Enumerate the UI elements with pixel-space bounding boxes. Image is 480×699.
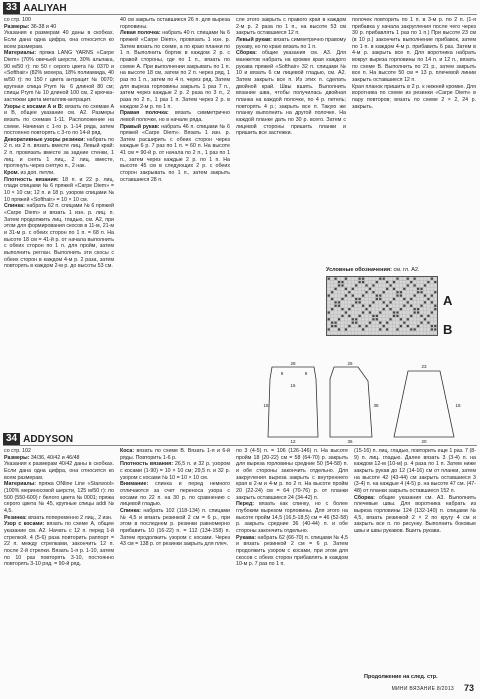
- paragraph: [354, 448, 476, 495]
- chart-cell: [338, 305, 340, 307]
- chart-cell: [331, 308, 333, 310]
- paragraph: [4, 17, 114, 24]
- chart-cell: [396, 315, 398, 317]
- chart-cell: [362, 311, 364, 313]
- model-header: [3, 2, 477, 15]
- chart-cell: [410, 281, 412, 283]
- paragraph-text: набрать 46 п. спицами № 6 пряжей «Carpe Diem». Вязать 1 изн. р. Затем расширить с обеих сторон через каждые 6 р. 7 раз по 1 п. = 60 п. На высоте 41 см = 90-й р. от начала по 2 п., 1 раз по 1 п., затем через каждые 2 р. по 1 п. На высоте 45 см в следующих 2 р. с обеих сторон закрывать по 1 п., затем закрыть оставшиеся 28 п.: [120, 123, 230, 183]
- paragraph: [236, 535, 348, 568]
- chart-cell: [407, 325, 409, 327]
- paragraph-text: 18 п. и 22 р. лиц. глади спицами № 6 пряжей «Carpe Diem» = 10 × 10 см; 12 п. и 18 р. узором спицами № 10 пряжей «Softhair» = 10 × 10 см.: [4, 176, 114, 203]
- chart-cell: [369, 322, 371, 324]
- chart-cell: [348, 315, 350, 317]
- chart-cell: [359, 325, 361, 327]
- paragraph: [120, 124, 230, 184]
- paragraph-heading: Левый рукав:: [236, 36, 272, 43]
- paragraph-text: вязать как спинку, но с более глубоким вырезом горловины. Для этого на высоте пройм 14,5 (16,5-18,5) см = 46 (52-58) р. закрыть средние 36 (40-44) п. и обе стороны закончить отдельно.: [236, 501, 348, 534]
- magazine-brand: МИНИ ВЯЗАНИЕ 8/2013: [391, 686, 454, 692]
- chart-cell: [410, 298, 412, 300]
- chart-cell: [417, 288, 419, 290]
- legend-title: Условные обозначения: см. гл. А2.: [326, 267, 420, 273]
- paragraph-text: вязать по схемам А и В, общее указание см. А2. Размеры вязать по схемам 1-11. Расположение на схеме. Начиная с 1-го р. 1-14 ряда, затем постоянно повторять с 3-го по 14-й ряд.: [4, 103, 114, 137]
- schematic-measurement: 23: [421, 364, 427, 369]
- paragraph-text: 34/36, 40/42 и 46/48: [29, 454, 80, 461]
- chart-cell: [345, 294, 347, 296]
- chart-cell: [359, 298, 361, 300]
- chart-cell: [431, 325, 433, 327]
- paragraph: [4, 203, 114, 270]
- model-number: 33: [3, 2, 20, 14]
- paragraph: [4, 30, 114, 50]
- paragraph-text: со стр. 100: [4, 17, 31, 23]
- paragraph: [120, 30, 230, 110]
- chart-cell: [420, 322, 422, 324]
- chart-cell: [345, 311, 347, 313]
- chart-cell: [414, 294, 416, 296]
- chart-cell: [396, 291, 398, 293]
- chart-cell: [328, 318, 330, 320]
- paragraph-text: 40 см закрыть оставшиеся 26 п. для выреза горловины.: [120, 17, 230, 30]
- paragraph: [4, 104, 114, 137]
- chart-cell: [420, 288, 422, 290]
- chart-cell: [407, 301, 409, 303]
- chart-cell: [376, 318, 378, 320]
- chart-cell: [365, 325, 367, 327]
- chart-cell: [341, 315, 343, 317]
- schematic-measurement: 25: [347, 361, 353, 366]
- chart-cell: [424, 284, 426, 286]
- paragraph: [4, 170, 114, 177]
- chart-cell: [386, 288, 388, 290]
- chart-cell: [341, 281, 343, 283]
- chart-cell: [396, 311, 398, 313]
- paragraph-heading: Узор с косами:: [4, 521, 45, 528]
- chart-cell: [400, 308, 402, 310]
- paragraph: [236, 37, 346, 50]
- chart-cell: [420, 315, 422, 317]
- chart-cell: [420, 305, 422, 307]
- paragraph: [236, 501, 348, 534]
- chart-cell: [417, 308, 419, 310]
- chart-cell: [414, 284, 416, 286]
- chart-cell: [345, 288, 347, 290]
- chart-cell: [365, 291, 367, 293]
- paragraph-text: по 3 (4-5) п. = 106 (126-146) п. На высоте пройм 18 (20-22) см = 58 (64-70) р. закрыть для выреза горловины средние 50 (54-58) п. и обе стороны закончить отдельно. Для закругления выреза закрыть с внутреннего края в 2-м и 4-м р. по 2 п. На высоте пройм 20 (22-24) см = 64 (70-76) р. от планки закрыть оставшиеся 24 (34-42) п.: [236, 448, 348, 501]
- knitting-chart: [326, 276, 438, 336]
- chart-cell: [400, 325, 402, 327]
- paragraph-text: пряжа LANG YARNS «Carpe Diem» (70% овечьей шерсти, 30% альпака, 90 м/50 г): по 50 г серого цвета № 0370 и «Softhair» (82% мохера, 18% полиамида, 40 м/50 г): по 150 г цвета антрацит № 0070; крупная спица Prym № 6 длиной 80 см; спицы Prym № 10 длиной 100 см, 2 крючка-застежки цвета металлик-антрацит.: [4, 50, 114, 103]
- paragraph-text: вязать симметрично левой полочке, но в начале ряда.: [120, 110, 230, 123]
- paragraph-heading: Рукава:: [236, 534, 256, 541]
- chart-cell: [427, 322, 429, 324]
- chart-cell: [389, 284, 391, 286]
- schematic-measurement: 20: [421, 439, 427, 444]
- chart-cell: [386, 322, 388, 324]
- paragraph-heading: Внимание:: [120, 481, 149, 488]
- chart-cell: [334, 278, 336, 280]
- chart-cell: [334, 288, 336, 290]
- chart-cell: [376, 298, 378, 300]
- paragraph: [120, 461, 230, 481]
- schematic-measurement: 18: [263, 403, 269, 408]
- chart-cell: [434, 328, 436, 330]
- chart-cell: [341, 284, 343, 286]
- paragraph-text: вязать по схеме А, общее указание см. А2. Начать с 12 п. перед 1-й стрелкой. 4 (5-6) раза повторить раппорт = 22 п. между стрелками, закончить 12 п. после 2-й стрелки. Вязать 1-я р. 1-10, затем по 10 раз повторять 3-10, постоянно повторять 3-10 ряд. = 90-й ряд.: [4, 521, 114, 568]
- chart-cell: [341, 308, 343, 310]
- chart-cell: [334, 325, 336, 327]
- text-column: [4, 17, 114, 417]
- paragraph-heading: Кром.: [4, 170, 20, 177]
- paragraph: [352, 17, 476, 84]
- schematic-front: [330, 367, 372, 437]
- chart-cell: [383, 291, 385, 293]
- chart-cell: [331, 325, 333, 327]
- chart-cell: [383, 301, 385, 303]
- paragraph-text: сле этого закрыть с правого края в каждом 2-м р. 2 раза по 1 п., на высоте 53 см закрыть оставшиеся 12 п.: [236, 17, 346, 37]
- chart-cell: [372, 315, 374, 317]
- schematic-measurement: 28: [290, 361, 296, 366]
- chart-cell: [434, 305, 436, 307]
- chart-cell: [334, 301, 336, 303]
- chart-cell: [345, 278, 347, 280]
- chart-cell: [372, 301, 374, 303]
- chart-cell: [400, 318, 402, 320]
- chart-cell: [331, 298, 333, 300]
- paragraph-heading: Размеры:: [4, 23, 30, 30]
- paragraph-text: набрать 62 (66-70) п. спицами № 4,5 и вязать резинкой 2 см = 6 р. Затем продолжить узором с косами, при этом для скосов с обеих сторон прибавлять в каждом 10-м р. 7 раз по 1 п.: [236, 534, 348, 568]
- chart-cell: [369, 305, 371, 307]
- chart-cell: [400, 291, 402, 293]
- paragraph-heading: Перед:: [236, 501, 255, 508]
- chart-cell: [348, 325, 350, 327]
- model-name: AALIYAH: [23, 2, 67, 14]
- paragraph-text: вязать по схеме В. Вязать 1-я и 6-й ряды. Повторить 1-6 р.: [120, 448, 230, 461]
- chart-cell: [383, 308, 385, 310]
- paragraph-heading: Плотность вязания:: [4, 176, 59, 183]
- continued-note: Продолжение на след. стр.: [364, 674, 438, 680]
- paragraph: [236, 17, 346, 37]
- paragraph-text: (15-16) п. лиц. гладью, повторить еще 1 раз. 7 (8-9) п. лиц. гладью. Далее вязать 3 (3-4) п. на каждом 12-м (10-м) р. 4 раза по 1 п. Затем ниже закрыть рукав до 12 (14-16) см от планки, затем на высоте 42 (43-44) см закрыть оставшиеся 3 (3-4) п. на каждые 4 (4-5) р. на высоте 47 см. (47-48) от планки закрыть оставшиеся 152 п.: [354, 448, 476, 494]
- chart-cell: [424, 318, 426, 320]
- chart-cell: [362, 305, 364, 307]
- chart-cell: [365, 284, 367, 286]
- chart-cell: [379, 294, 381, 296]
- schematic-measurement: 9: [280, 371, 284, 376]
- chart-cell: [369, 288, 371, 290]
- paragraph: [120, 110, 230, 123]
- paragraph: [4, 177, 114, 204]
- paragraph: [4, 448, 114, 455]
- chart-cell: [400, 294, 402, 296]
- paragraph-text: общие указания см. А3. Выполнить плечевые швы. Для воротника набрать из выреза горловины 124 (132-140) п. спицами № 4,5, вязать резинкой 2 × 2 по кругу 4 см и закрыть все п. по рисунку. Выполнить боковые швы и швы рукавов. Вшить рукава.: [354, 494, 476, 534]
- paragraph-text: Указания к размерам 40 даны в скобках. Если дана одна цифра, она относится ко всем размерам.: [4, 30, 114, 50]
- chart-cell: [393, 311, 395, 313]
- paragraph-text: набрать 40 п. спицами № 6 пряжей «Carpe Diem», провязать 1 изн. р. Затем вязать по схеме, а по краю планки по 1 п. Выполнить бортик в каждом 2 р. с правой стороны, где по 1 п., вязать по схеме А. При выполнении закрывать по 1 п. на высоте 18 см, затем по 2 п. через ряд, 1 раз по 1 п., затем по 4 п. через ряд. Затем для выреза горловины закрыть 1 раз 7 п., затем через каждые 2 р. 2 раза по 3 п., 2 раза по 2 п., 1 раз 1 п. Затем через 2 р. в каждом 2-м р. по 1 п.: [120, 30, 230, 110]
- chart-cell: [414, 328, 416, 330]
- chart-cell: [352, 322, 354, 324]
- chart-cell: [331, 322, 333, 324]
- chart-cell: [338, 328, 340, 330]
- model-header: [3, 433, 477, 446]
- chart-cell: [359, 281, 361, 283]
- chart-cell: [383, 325, 385, 327]
- paragraph-heading: Коса:: [120, 448, 135, 454]
- chart-cell: [414, 278, 416, 280]
- chart-cell: [372, 291, 374, 293]
- paragraph-heading: Сборка:: [236, 50, 257, 57]
- chart-cell: [359, 315, 361, 317]
- paragraph: [236, 448, 348, 501]
- paragraph-text: 36-38 и 40: [29, 23, 57, 30]
- chart-cell: [334, 305, 336, 307]
- paragraph: [4, 455, 114, 462]
- paragraph-text: набрать по 2 п. из 2 п. вязать вместе лиц. Левый край: 2 п. провязать вместе за задние стенки, 1 лиц. и снять 1 лиц., 2 лиц. вместе, протянуть через снятую п., 2 нак.: [4, 136, 114, 170]
- paragraph-text: 26,5 п. и 32 р. узором с косами (1-90) = 10 × 10 см; 29,5 п. и 32 р. узором с косами № 10 = 10 × 10 см.: [120, 461, 230, 481]
- chart-cell: [389, 318, 391, 320]
- chart-cell: [410, 315, 412, 317]
- paragraph-text: спинка и перед немного отличаются за счет переноса узора с косами по 22 п. на 30 р. по сравнению с лицевой гладью.: [120, 481, 230, 508]
- chart-cell: [355, 301, 357, 303]
- model-name: ADDYSON: [23, 433, 74, 445]
- paragraph: [352, 84, 476, 111]
- paragraph: [354, 495, 476, 535]
- chart-cell: [359, 278, 361, 280]
- chart-cell: [341, 298, 343, 300]
- chart-cell: [427, 281, 429, 283]
- paragraph: [120, 508, 230, 548]
- model-number: 34: [3, 433, 20, 445]
- chart-cell: [362, 278, 364, 280]
- chart-cell: [410, 305, 412, 307]
- schematic-measurement: 16: [290, 383, 296, 388]
- chart-cell: [396, 328, 398, 330]
- paragraph: [4, 521, 114, 568]
- chart-cell: [379, 322, 381, 324]
- schematic-measurement: 12: [290, 439, 296, 444]
- chart-cell: [355, 298, 357, 300]
- page-number: 73: [463, 683, 474, 693]
- chart-cell: [352, 318, 354, 320]
- text-column: [236, 448, 348, 680]
- chart-cell: [383, 278, 385, 280]
- chart-cell: [386, 305, 388, 307]
- paragraph: [4, 24, 114, 31]
- chart-cell: [328, 278, 330, 280]
- paragraph: [4, 461, 114, 481]
- chart-cell: [410, 328, 412, 330]
- chart-cell: [338, 281, 340, 283]
- chart-cell: [417, 325, 419, 327]
- chart-cell: [379, 278, 381, 280]
- chart-cell: [434, 325, 436, 327]
- text-column: [352, 17, 476, 262]
- paragraph: [4, 137, 114, 170]
- paragraph-text: из доп. петли.: [19, 170, 55, 177]
- chart-cell: [393, 298, 395, 300]
- chart-cell: [348, 308, 350, 310]
- chart-cell: [362, 281, 364, 283]
- chart-cell: [431, 301, 433, 303]
- schematic-measurement: 9: [304, 371, 308, 376]
- paragraph-heading: Размеры:: [4, 454, 30, 461]
- chart-cell: [359, 301, 361, 303]
- paragraph: [120, 17, 230, 30]
- paragraph-heading: Узоры с косами А и В:: [4, 103, 64, 110]
- chart-cell: [393, 288, 395, 290]
- schematic-sleeve: [394, 371, 454, 437]
- chart-letter-b: B: [443, 322, 453, 337]
- chart-cell: [417, 291, 419, 293]
- chart-cell: [431, 278, 433, 280]
- chart-cell: [389, 308, 391, 310]
- chart-cell: [424, 294, 426, 296]
- chart-cell: [355, 284, 357, 286]
- paragraph-text: набрать 62 п. спицами № 6 пряжей «Carpe Diem» и вязать 1 изн. р. лиц. п. Затем продолжить лиц. гладью, см. А2, при этом для формирования скосов в 11-м, 21-м и 31-м р. с обеих сторон по 1 п. = 68 п. На высоте 18 см = 41-й р. от начала выполнить с обеих сторон по 1 п. для пройм, затем выполнить реглан. Выполнить эти скосы с обеих сторон в каждом 4-м р. 2 раза, затем повторять в каждом 2-м р. до высоты 53 см.: [4, 203, 114, 270]
- chart-cell: [352, 288, 354, 290]
- chart-cell: [420, 291, 422, 293]
- chart-cell: [376, 315, 378, 317]
- paragraph-text: пряжа ONline Line «Starwool» (100% мериносовой шерсти, 125 м/50 г): по 500 (550-600) г белого цвета № 0001; пряжа серого цвета № 45, крупные спицы addi № 4,5.: [4, 481, 114, 514]
- paragraph-heading: Материалы:: [4, 50, 37, 57]
- chart-cell: [389, 301, 391, 303]
- paragraph: [236, 50, 346, 137]
- chart-cell: [427, 315, 429, 317]
- chart-cell: [407, 278, 409, 280]
- paragraph-text: общие указания см. А3. Для манжетов набрать на кромке края каждого рукава пряжей «Softhair» 32 п. спицами № 10 и вязать 6 см лицевой гладью, см. А2. Затем закрыть все п. Из этих п. сделать двойной край. Швы вшить. Выполнить вязание шва, чтобы получилась двойная планка на каждой полочке, по 4 р. петель; повторять 4 р.; закрыть все п. Такую же планку выполнить на другой полочке. На каждой планке дать по 30 р. всего. Затем с лицевой стороны пришить планки и пришить все застежки.: [236, 50, 346, 137]
- schematic-measurement: 38: [373, 403, 379, 408]
- chart-cell: [369, 311, 371, 313]
- chart-cell: [407, 284, 409, 286]
- chart-cell: [328, 294, 330, 296]
- chart-cell: [328, 311, 330, 313]
- chart-cell: [393, 281, 395, 283]
- chart-cell: [352, 294, 354, 296]
- chart-cell: [331, 291, 333, 293]
- schematic-measurement: 18: [455, 403, 461, 408]
- chart-cell: [434, 281, 436, 283]
- chart-cell: [338, 318, 340, 320]
- paragraph-heading: Спинка:: [4, 203, 25, 210]
- chart-cell: [386, 281, 388, 283]
- chart-cell: [417, 311, 419, 313]
- chart-cell: [355, 322, 357, 324]
- chart-cell: [328, 328, 330, 330]
- chart-cell: [396, 278, 398, 280]
- schematic-back: [268, 367, 318, 437]
- paragraph: [120, 448, 230, 461]
- chart-cell: [414, 311, 416, 313]
- text-column: [4, 448, 114, 680]
- text-column: [120, 448, 230, 680]
- paragraph-heading: Резинка:: [4, 514, 27, 521]
- chart-cell: [365, 308, 367, 310]
- chart-cell: [372, 318, 374, 320]
- paragraph-heading: Левая полочка:: [120, 30, 161, 37]
- paragraph-text: Края планок пришить в 2 р. к нижней кромке. Для воротника по схеме из резинки «Carpe Diem» в пару повторов; вязать по схеме 2 × 2, 24 р. закрыть.: [352, 83, 476, 110]
- paragraph-text: вязать симметрично правому рукаву, но по краю вязать по 1 п.: [236, 36, 346, 50]
- paragraph-heading: Спинка:: [120, 507, 141, 514]
- chart-cell: [434, 308, 436, 310]
- paragraph-heading: Сборка:: [354, 494, 375, 501]
- chart-cell: [352, 305, 354, 307]
- chart-cell: [431, 294, 433, 296]
- paragraph: [4, 50, 114, 103]
- text-column: [120, 17, 230, 417]
- chart-cell: [431, 311, 433, 313]
- chart-cell: [379, 328, 381, 330]
- chart-cell: [386, 328, 388, 330]
- chart-cell: [376, 294, 378, 296]
- chart-cell: [396, 294, 398, 296]
- paragraph-text: Указания к размерам 40/42 даны в скобках. Если дана одна цифра, она относится ко всем размерам.: [4, 461, 114, 481]
- paragraph-heading: Декоративные узоры резинки:: [4, 136, 86, 143]
- chart-cell: [403, 305, 405, 307]
- chart-cell: [362, 328, 364, 330]
- chart-cell: [403, 298, 405, 300]
- chart-cell: [338, 301, 340, 303]
- chart-cell: [393, 315, 395, 317]
- chart-cell: [345, 328, 347, 330]
- paragraph-text: вязать попеременно 2 лиц., 2 изн.: [26, 514, 113, 521]
- chart-cell: [427, 298, 429, 300]
- chart-cell: [379, 298, 381, 300]
- chart-cell: [348, 291, 350, 293]
- paragraph-text: набрать 102 (118-134) п. спицами № 4,5 и вязать резинкой 2 см = 6 р., при этом в последнем р. резинки равномерно прибавить 10 (16-22) п. = 112 (134-158) п. Затем продолжить узором с косами. Через 43 см = 138 р. от резинки закрыть для плеч.: [120, 507, 230, 548]
- chart-cell: [414, 308, 416, 310]
- chart-cell: [362, 294, 364, 296]
- paragraph: [4, 515, 114, 522]
- paragraph-text: со стр. 102: [4, 448, 31, 454]
- paragraph: [4, 481, 114, 514]
- chart-cell: [376, 281, 378, 283]
- text-column: [236, 17, 346, 262]
- chart-cell: [379, 311, 381, 313]
- chart-cell: [431, 328, 433, 330]
- paragraph-heading: Материалы:: [4, 481, 37, 488]
- chart-cell: [355, 318, 357, 320]
- paragraph-heading: Плотность вязания:: [120, 461, 173, 468]
- paragraph-heading: Правая полочка:: [120, 110, 169, 117]
- chart-cell: [338, 284, 340, 286]
- chart-cell: [434, 291, 436, 293]
- chart-cell: [334, 322, 336, 324]
- schematic-measurement: 36: [347, 439, 353, 444]
- paragraph: [120, 481, 230, 508]
- text-column: [354, 448, 476, 670]
- chart-cell: [403, 322, 405, 324]
- paragraph-heading: Правый рукав:: [120, 123, 160, 130]
- paragraph-text: полочек повторить по 1 п. в 3-м р. по 2 п. (1-я прибавка у начала закругления после чего через 30 р. прибавлять 1 раз по 1 п.) При высоте 23 см (в 10 р.) закончить выполнение прибавок, затем по 1 п. в каждом 4-м р. прибавить 6 раз. Затем в 4-м р. закрыть все п. Для воротника набрать вокруг выреза горловины по 14 п. и 12 п., вязать по схеме В. Выполнить по 21 р., затем закрыть все п. На высоте 50 см = 13 р. плечевой линии закрыть оставшиеся 12 п.: [352, 17, 476, 83]
- chart-cell: [407, 318, 409, 320]
- chart-cell: [403, 288, 405, 290]
- chart-cell: [424, 301, 426, 303]
- chart-letter-a: A: [443, 293, 453, 308]
- chart-cell: [372, 284, 374, 286]
